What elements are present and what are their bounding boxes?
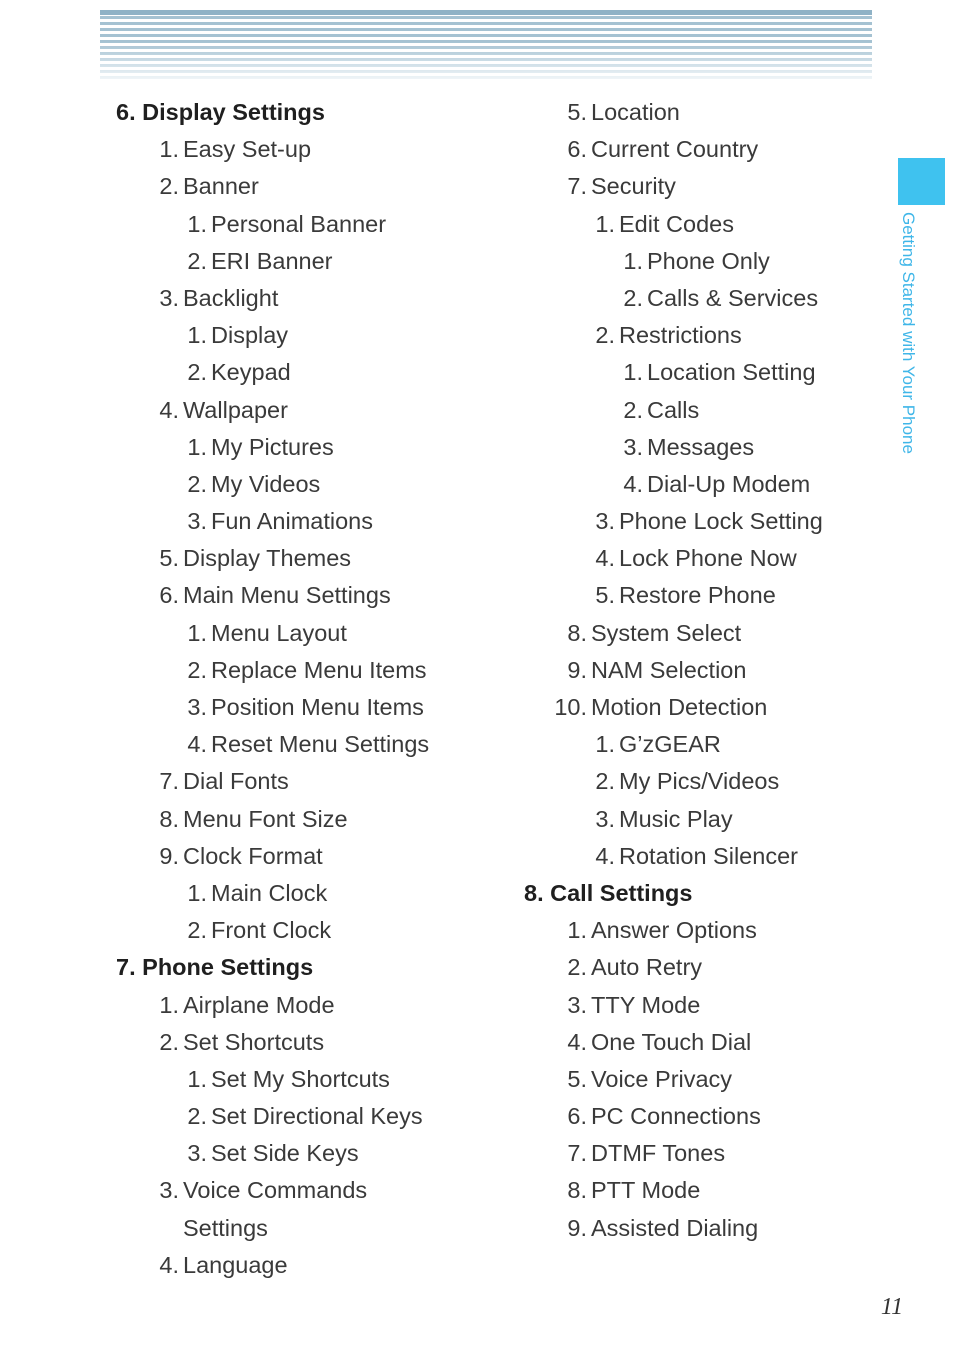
menu-item-number: 3.: [567, 991, 587, 1018]
menu-item: [524, 168, 884, 205]
menu-item-number: 2.: [623, 396, 643, 423]
menu-item-label: Language: [183, 1251, 288, 1278]
menu-item-number: 5.: [567, 1065, 587, 1092]
header-decoration-band: [100, 10, 872, 80]
menu-item-label: Main Clock: [211, 879, 328, 906]
menu-item: [524, 838, 884, 875]
menu-item: [116, 912, 516, 949]
menu-item-number: 1.: [187, 433, 207, 460]
menu-item-number: 7.: [567, 173, 587, 200]
menu-item-label: Calls & Services: [647, 284, 819, 311]
menu-item-label: G’zGEAR: [619, 731, 721, 758]
menu-item-number: 2.: [187, 917, 207, 944]
menu-item-number: 5.: [567, 99, 587, 125]
menu-item-label: ERI Banner: [211, 247, 333, 274]
menu-item: [116, 206, 516, 243]
menu-item: [116, 1247, 516, 1284]
menu-item-number: 6.: [159, 582, 179, 609]
menu-item-label: Menu Font Size: [183, 805, 348, 832]
menu-item-number: 2.: [187, 656, 207, 683]
menu-item-number: 3.: [159, 284, 179, 311]
section-heading-title: Display Settings: [142, 99, 325, 125]
menu-item-number: 2.: [187, 1103, 207, 1130]
menu-item-number: 1.: [187, 322, 207, 349]
menu-item: [116, 1024, 516, 1061]
menu-item-number: 3.: [595, 508, 615, 535]
menu-item: [116, 503, 516, 540]
menu-item-label: Set Shortcuts: [183, 1028, 325, 1055]
menu-item-label: Calls: [647, 396, 700, 423]
menu-item: [524, 243, 884, 280]
menu-item: [524, 1098, 884, 1135]
menu-item: [116, 540, 516, 577]
menu-item-label: Phone Lock Setting: [619, 508, 823, 535]
menu-item-label: DTMF Tones: [591, 1140, 726, 1167]
menu-item-number: 3.: [595, 805, 615, 832]
section-heading-text: 8.: [524, 879, 544, 906]
menu-item: [116, 466, 516, 503]
menu-item: [116, 652, 516, 689]
menu-item-number: 8.: [567, 619, 587, 646]
menu-item-label: Restore Phone: [619, 582, 776, 609]
menu-item: [524, 615, 884, 652]
menu-item: [116, 1135, 516, 1172]
menu-item-label: Location: [591, 99, 680, 125]
menu-item-label: Security: [591, 173, 676, 200]
menu-item: [524, 540, 884, 577]
section-heading-title: Phone Settings: [142, 954, 314, 981]
menu-item-label: Easy Set-up: [183, 136, 312, 163]
menu-item: [116, 168, 516, 205]
menu-item: [116, 317, 516, 354]
menu-item: [524, 726, 884, 763]
menu-item: [524, 131, 884, 168]
menu-item-label: Assisted Dialing: [591, 1214, 759, 1241]
menu-item: [116, 615, 516, 652]
menu-item-label: Clock Format: [183, 842, 323, 869]
menu-item-label: Current Country: [591, 136, 759, 163]
menu-item: [116, 577, 516, 614]
menu-item-label: Motion Detection: [591, 694, 768, 720]
menu-item: [116, 801, 516, 838]
menu-item-number: 1.: [159, 136, 179, 163]
menu-item-number: 5.: [159, 545, 179, 572]
menu-item: [524, 503, 884, 540]
menu-item-number: 4.: [159, 1251, 179, 1278]
menu-item-label: Main Menu Settings: [183, 582, 391, 609]
menu-item: [524, 689, 884, 726]
menu-item: [524, 652, 884, 689]
menu-item-number: 9.: [159, 842, 179, 869]
menu-item: [116, 354, 516, 391]
menu-item: [524, 1024, 884, 1061]
menu-item-number: 9.: [567, 656, 587, 683]
section-heading-wrap: [524, 875, 692, 912]
menu-item-number: 1.: [595, 731, 615, 758]
menu-item-label: NAM Selection: [591, 656, 747, 683]
menu-item-number: 3.: [187, 508, 207, 535]
menu-item-label: My Pictures: [211, 433, 334, 460]
menu-item-label: PTT Mode: [591, 1177, 701, 1204]
menu-item-label: Wallpaper: [183, 396, 288, 423]
menu-item-label: Answer Options: [591, 917, 757, 944]
menu-item-number: 2.: [623, 284, 643, 311]
menu-item-number: 8.: [159, 805, 179, 832]
page-number: 11: [880, 1294, 904, 1320]
menu-item: [524, 280, 884, 317]
menu-item: [524, 94, 884, 131]
menu-item-number: 2.: [595, 322, 615, 349]
menu-item: [116, 763, 516, 800]
menu-item: [524, 429, 884, 466]
menu-item-label: Rotation Silencer: [619, 842, 798, 869]
section-heading-text: 6.: [116, 99, 136, 125]
menu-item: [116, 280, 516, 317]
menu-item: [116, 243, 516, 280]
menu-item-number: 7.: [159, 768, 179, 795]
menu-item-label: Front Clock: [211, 917, 332, 944]
menu-item-label: PC Connections: [591, 1103, 761, 1130]
menu-item-label: Personal Banner: [211, 210, 387, 237]
section-heading-wrap: [116, 94, 325, 131]
menu-item-number: 2.: [567, 954, 587, 981]
menu-item: [524, 1135, 884, 1172]
menu-item-label: Music Play: [619, 805, 733, 832]
menu-item-label: Set Directional Keys: [211, 1103, 423, 1130]
menu-item-number: 6.: [567, 136, 587, 163]
menu-item: [116, 1061, 516, 1098]
menu-item-label: Auto Retry: [591, 954, 703, 981]
menu-item-label: Dial-Up Modem: [647, 470, 811, 497]
menu-item-number: 1.: [623, 247, 643, 274]
menu-item-label: Fun Animations: [211, 508, 373, 535]
menu-item-label: Replace Menu Items: [211, 656, 427, 683]
menu-item: [524, 763, 884, 800]
menu-item-number: 3.: [187, 694, 207, 720]
menu-item: [116, 726, 516, 763]
menu-item: [116, 1210, 516, 1247]
menu-item: [524, 1061, 884, 1098]
menu-item: [116, 875, 516, 912]
section-heading: [116, 949, 516, 986]
menu-item-label: Voice Privacy: [591, 1065, 733, 1092]
menu-item: [524, 949, 884, 986]
menu-item-number: 3.: [159, 1177, 179, 1204]
menu-item-number: 1.: [567, 917, 587, 944]
menu-item-label: My Pics/Videos: [619, 768, 780, 795]
menu-item-number: 6.: [567, 1103, 587, 1130]
menu-item-label: TTY Mode: [591, 991, 701, 1018]
menu-item: [116, 429, 516, 466]
menu-item-label: Set My Shortcuts: [211, 1065, 390, 1092]
menu-item-label: Reset Menu Settings: [211, 731, 430, 758]
menu-item-label: Menu Layout: [211, 619, 347, 646]
menu-item-number: 10.: [554, 694, 587, 720]
menu-item: [116, 131, 516, 168]
menu-item-number: 2.: [187, 470, 207, 497]
menu-item-number: 4.: [623, 470, 643, 497]
menu-list-right-column: [524, 94, 884, 1247]
menu-item: [524, 987, 884, 1024]
menu-item: [524, 317, 884, 354]
menu-item-number: 4.: [187, 731, 207, 758]
section-heading: [116, 94, 516, 131]
menu-item: [116, 1098, 516, 1135]
menu-item-number: 1.: [187, 1065, 207, 1092]
menu-item: [116, 1172, 516, 1209]
menu-item-number: 1.: [187, 210, 207, 237]
menu-item-label: Position Menu Items: [211, 694, 424, 720]
menu-item-number: 7.: [567, 1140, 587, 1167]
menu-item: [116, 838, 516, 875]
menu-item-label: Lock Phone Now: [619, 545, 797, 572]
menu-item-number: 1.: [159, 991, 179, 1018]
menu-item-number: 8.: [567, 1177, 587, 1204]
menu-item-label: Display Themes: [183, 545, 352, 572]
menu-item-label: Keypad: [211, 359, 291, 386]
menu-item: [524, 577, 884, 614]
menu-item-label: Phone Only: [647, 247, 770, 274]
section-heading-text: 7.: [116, 954, 136, 981]
menu-item-number: 2.: [159, 173, 179, 200]
menu-item-label: Set Side Keys: [211, 1140, 359, 1167]
menu-item: [524, 392, 884, 429]
menu-item: [524, 1210, 884, 1247]
menu-item: [524, 206, 884, 243]
menu-item: [524, 354, 884, 391]
menu-list-left-column: [116, 94, 516, 1284]
menu-item-label: One Touch Dial: [591, 1028, 752, 1055]
menu-item-label: Voice Commands: [183, 1177, 368, 1204]
section-tab-marker: [898, 158, 945, 205]
section-heading-title: Call Settings: [550, 879, 693, 906]
menu-item: [524, 801, 884, 838]
menu-item: [116, 392, 516, 429]
menu-item-number: 4.: [567, 1028, 587, 1055]
menu-item-number: 2.: [187, 247, 207, 274]
menu-item: [116, 987, 516, 1024]
menu-item-number: 1.: [623, 359, 643, 386]
menu-item: [524, 1172, 884, 1209]
menu-item-label: Settings: [183, 1214, 268, 1241]
menu-item-number: 4.: [159, 396, 179, 423]
menu-item-number: 4.: [595, 545, 615, 572]
menu-item-number: 1.: [187, 879, 207, 906]
menu-item-number: 9.: [567, 1214, 587, 1241]
menu-item-label: Backlight: [183, 284, 279, 311]
menu-item-number: 3.: [187, 1140, 207, 1167]
menu-item-number: 2.: [595, 768, 615, 795]
menu-item-number: 5.: [595, 582, 615, 609]
menu-item-label: Messages: [647, 433, 755, 460]
menu-item: [116, 689, 516, 726]
menu-item-number: 4.: [595, 842, 615, 869]
menu-item-number: 1.: [595, 210, 615, 237]
menu-item-label: Edit Codes: [619, 210, 734, 237]
menu-item-label: Location Setting: [647, 359, 816, 386]
menu-item-number: 1.: [187, 619, 207, 646]
section-heading: [524, 875, 884, 912]
menu-item: [524, 912, 884, 949]
section-heading-wrap: [116, 949, 313, 986]
menu-item-label: My Videos: [211, 470, 321, 497]
menu-item-number: 2.: [159, 1028, 179, 1055]
menu-item-label: System Select: [591, 619, 742, 646]
section-tab-label: Getting Started with Your Phone: [899, 212, 918, 454]
menu-item-number: 2.: [187, 359, 207, 386]
menu-item-label: Dial Fonts: [183, 768, 289, 795]
menu-item-label: Display: [211, 322, 289, 349]
menu-item: [524, 466, 884, 503]
menu-item-label: Airplane Mode: [183, 991, 335, 1018]
menu-item-label: Restrictions: [619, 322, 742, 349]
menu-item-label: Banner: [183, 173, 259, 200]
menu-item-number: 3.: [623, 433, 643, 460]
